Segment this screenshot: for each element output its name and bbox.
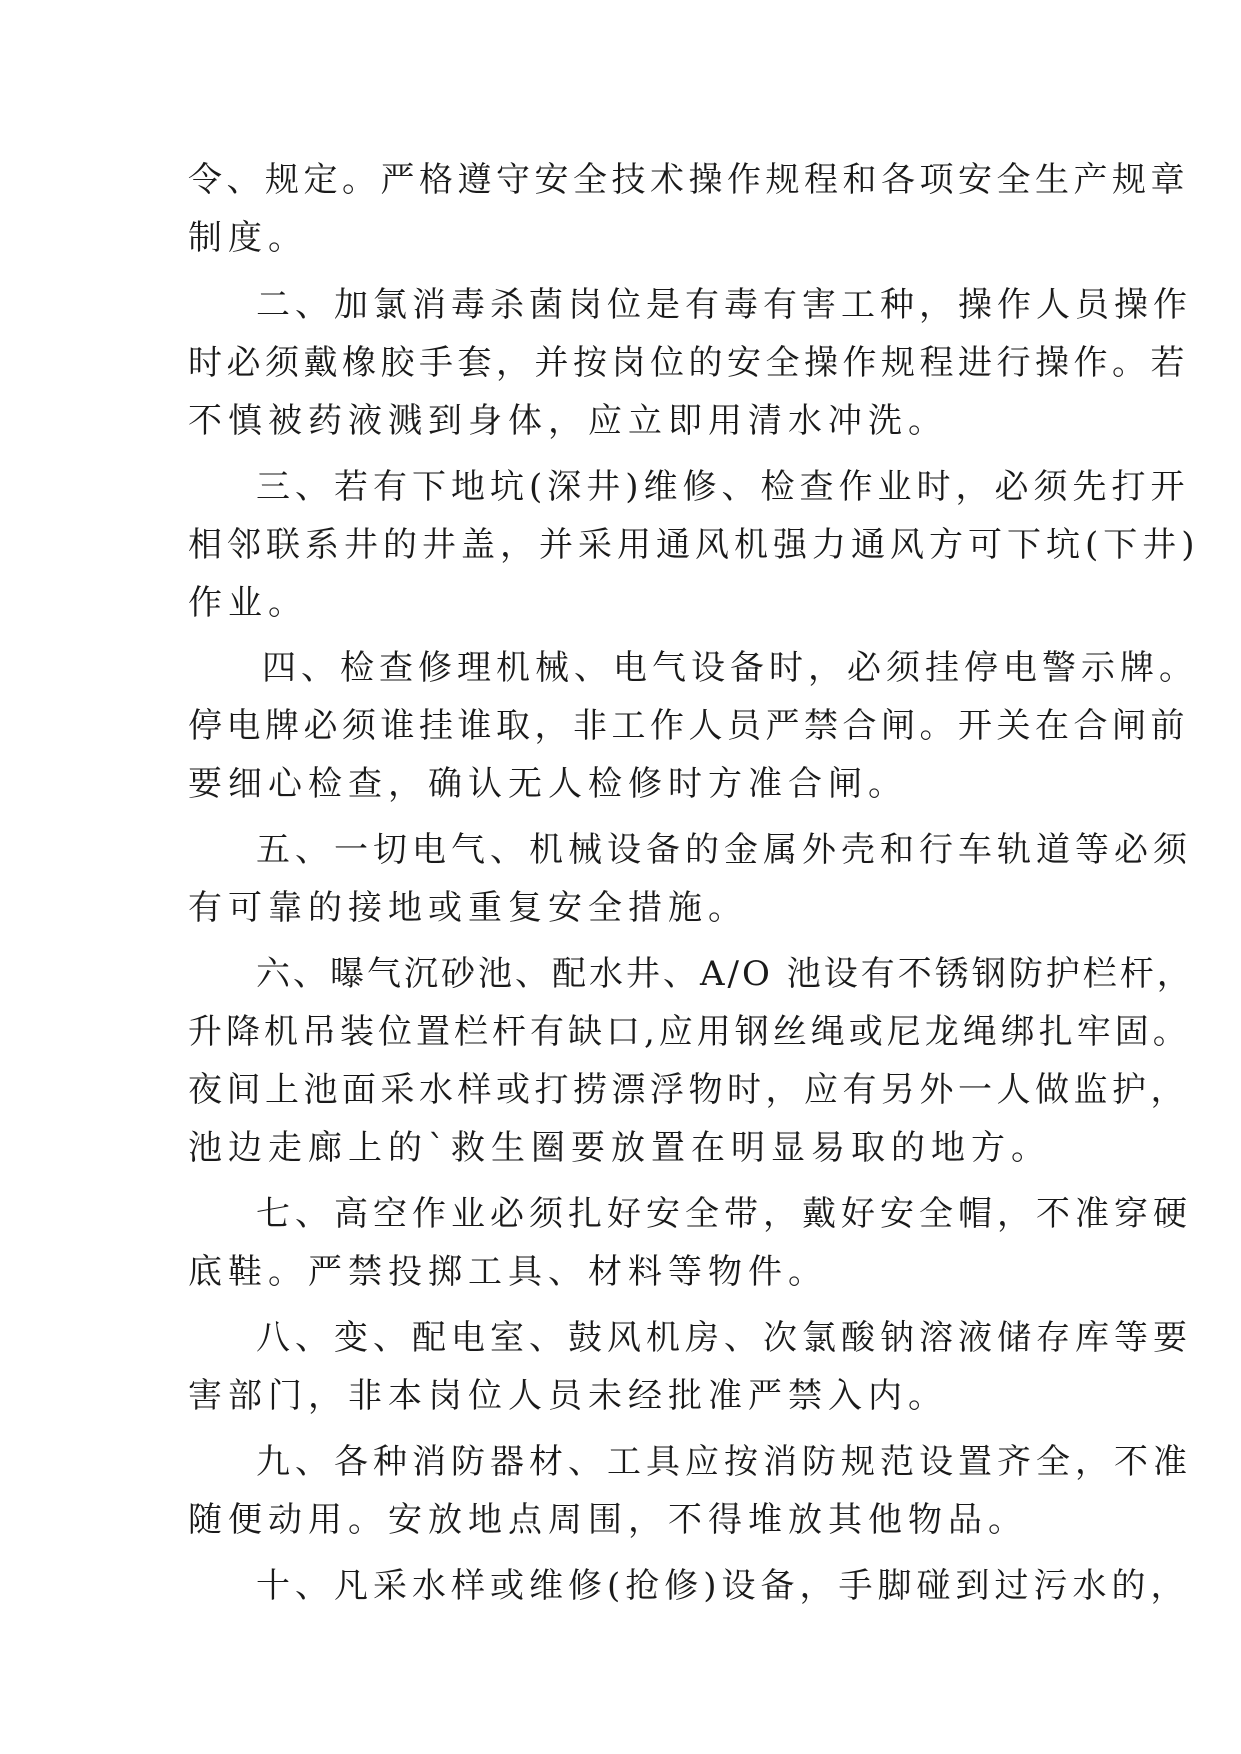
paragraph-2-start: 二、加氯消毒杀菌岗位是有毒有害工种，操作人员操作	[256, 285, 1192, 325]
text-line: 升降机吊装位置栏杆有缺口,应用钢丝绳或尼龙绳绑扎牢固。	[188, 1012, 1191, 1052]
text-line: 底鞋。严禁投掷工具、材料等物件。	[188, 1252, 828, 1292]
text-line: 池边走廊上的`救生圈要放置在明显易取的地方。	[188, 1128, 1051, 1168]
paragraph-3-start: 三、若有下地坑(深井)维修、检查作业时，必须先打开	[256, 467, 1190, 507]
text-line: 时必须戴橡胶手套，并按岗位的安全操作规程进行操作。若	[188, 343, 1189, 383]
paragraph-5-start: 五、一切电气、机械设备的金属外壳和行车轨道等必须	[256, 830, 1192, 870]
paragraph-4-start: 四、检查修理机械、电气设备时，必须挂停电警示牌。	[262, 648, 1198, 688]
text-line: 夜间上池面采水样或打捞漂浮物时，应有另外一人做监护，	[188, 1070, 1189, 1110]
text-line: 有可靠的接地或重复安全措施。	[188, 888, 748, 928]
paragraph-6-start: 六、曝气沉砂池、配水井、A/O 池设有不锈钢防护栏杆，	[256, 954, 1194, 994]
paragraph-7-start: 七、高空作业必须扎好安全带，戴好安全帽，不准穿硬	[256, 1194, 1192, 1234]
text-line: 相邻联系井的井盖，并采用通风机强力通风方可下坑(下井)	[188, 525, 1200, 565]
text-line: 作业。	[188, 583, 308, 623]
text-line: 令、规定。严格遵守安全技术操作规程和各项安全生产规章	[188, 160, 1189, 200]
text-line: 随便动用。安放地点周围，不得堆放其他物品。	[188, 1500, 1028, 1540]
text-line: 不慎被药液溅到身体，应立即用清水冲洗。	[188, 401, 948, 441]
paragraph-9-start: 九、各种消防器材、工具应按消防规范设置齐全，不准	[256, 1442, 1192, 1482]
paragraph-10-start: 十、凡采水样或维修(抢修)设备，手脚碰到过污水的，	[256, 1566, 1190, 1606]
text-line: 制度。	[188, 218, 308, 258]
text-line: 停电牌必须谁挂谁取，非工作人员严禁合闸。开关在合闸前	[188, 706, 1189, 746]
text-line: 要细心检查，确认无人检修时方准合闸。	[188, 764, 908, 804]
text-line: 害部门，非本岗位人员未经批准严禁入内。	[188, 1376, 948, 1416]
paragraph-8-start: 八、变、配电室、鼓风机房、次氯酸钠溶液储存库等要	[256, 1318, 1192, 1358]
